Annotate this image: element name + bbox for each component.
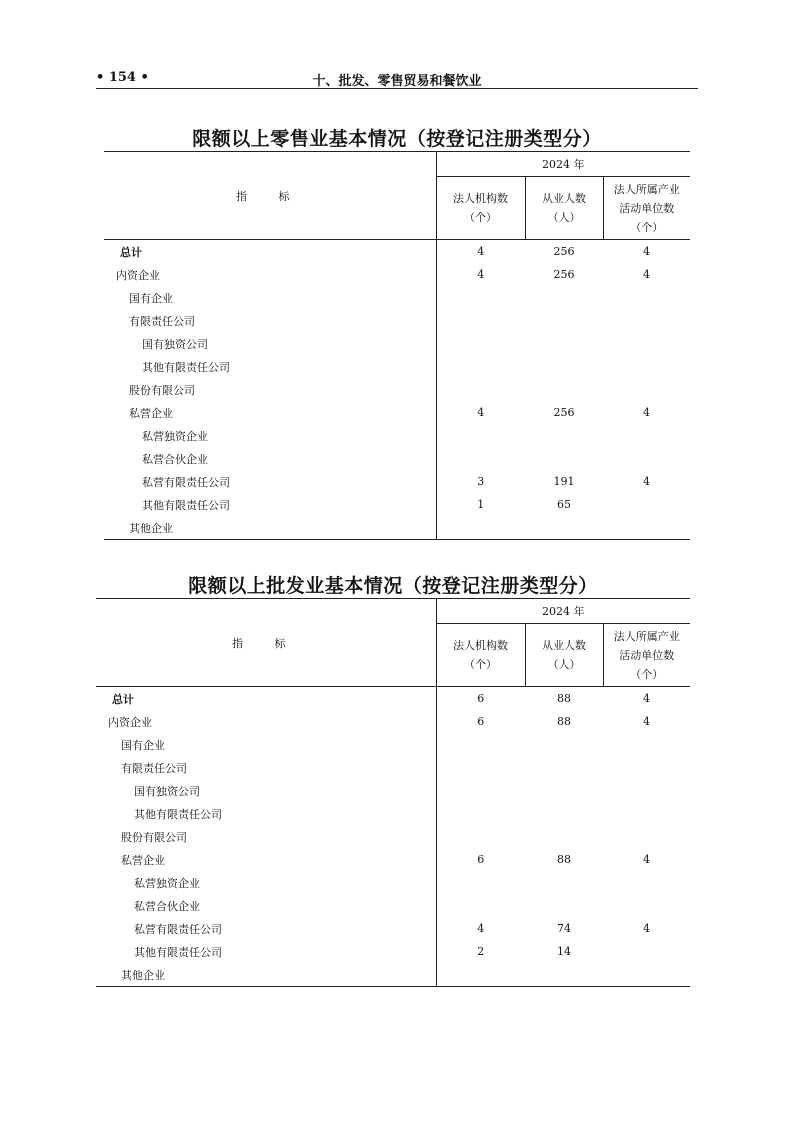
col-header-legal-entities: 法人机构数 （个）	[436, 177, 525, 240]
row-label: 其他企业	[104, 516, 436, 540]
legal-entities-cell	[436, 733, 525, 756]
activity-units-cell	[603, 894, 690, 917]
table-row	[96, 894, 690, 917]
legal-entities-cell	[436, 963, 525, 987]
legal-entities-cell	[436, 378, 525, 401]
legal-entities-cell	[436, 332, 525, 355]
activity-units-cell	[603, 756, 690, 779]
table-row	[104, 424, 690, 447]
col-header-employees: 从业人数 （人）	[525, 624, 603, 687]
activity-units-cell: 4	[643, 406, 650, 419]
table-row	[96, 963, 690, 987]
employees-cell	[525, 802, 603, 825]
activity-units-cell	[603, 355, 690, 378]
row-label: 私营独资企业	[142, 429, 208, 443]
row-label: 总计	[112, 692, 134, 706]
table-row	[96, 848, 690, 871]
employees-cell	[525, 309, 603, 332]
table-row	[104, 516, 690, 540]
row-label: 内资企业	[108, 715, 152, 729]
legal-entities-cell	[436, 894, 525, 917]
employees-cell	[525, 286, 603, 309]
table-body	[104, 240, 690, 540]
legal-entities-cell: 6	[436, 710, 525, 733]
activity-units-cell	[603, 871, 690, 894]
legal-entities-cell	[436, 286, 525, 309]
legal-entities-cell	[436, 355, 525, 378]
employees-cell: 14	[557, 945, 571, 958]
legal-entities-cell: 1	[436, 493, 525, 516]
employees-cell	[525, 756, 603, 779]
table-row	[104, 309, 690, 332]
employees-cell	[525, 779, 603, 802]
table-row	[104, 355, 690, 378]
row-label: 股份有限公司	[129, 383, 195, 397]
table-row	[96, 779, 690, 802]
row-label: 其他有限责任公司	[142, 498, 230, 512]
table-row	[104, 286, 690, 309]
employees-cell: 88	[557, 853, 571, 866]
legal-entities-cell	[436, 779, 525, 802]
employees-cell	[525, 894, 603, 917]
row-label: 私营合伙企业	[142, 452, 208, 466]
activity-units-cell: 4	[643, 245, 650, 258]
activity-units-cell: 4	[643, 715, 650, 728]
year-header: 2024 年	[436, 599, 690, 624]
legal-entities-cell: 3	[436, 470, 525, 493]
employees-cell	[525, 963, 603, 987]
row-label: 其他有限责任公司	[142, 360, 230, 374]
row-label: 国有独资公司	[142, 337, 208, 351]
row-label: 私营独资企业	[134, 876, 200, 890]
activity-units-cell	[603, 516, 690, 540]
employees-cell: 256	[553, 245, 575, 258]
row-label: 私营企业	[129, 406, 173, 420]
row-label: 私营合伙企业	[134, 899, 200, 913]
row-label: 有限责任公司	[129, 314, 195, 328]
table-row	[96, 940, 690, 963]
activity-units-cell: 4	[643, 268, 650, 281]
employees-cell	[525, 332, 603, 355]
retail-table	[104, 151, 690, 540]
activity-units-cell	[603, 779, 690, 802]
employees-cell	[525, 516, 603, 540]
table-row	[104, 401, 690, 424]
page-header	[96, 66, 698, 89]
legal-entities-cell	[436, 516, 525, 540]
employees-cell	[525, 825, 603, 848]
legal-entities-cell	[436, 756, 525, 779]
table-row	[96, 917, 690, 940]
employees-cell: 88	[557, 715, 571, 728]
table-title: 限额以上零售业基本情况（按登记注册类型分）	[192, 128, 602, 150]
employees-cell: 74	[557, 922, 571, 935]
col-header-activity-units: 法人所属产业 活动单位数 （个）	[603, 624, 690, 687]
activity-units-cell: 4	[643, 853, 650, 866]
table-row	[104, 447, 690, 470]
activity-units-cell	[603, 447, 690, 470]
activity-units-cell: 4	[643, 692, 650, 705]
activity-units-cell	[603, 733, 690, 756]
table-row	[104, 332, 690, 355]
legal-entities-cell: 2	[436, 940, 525, 963]
activity-units-cell	[603, 378, 690, 401]
table-row	[104, 240, 690, 264]
table-row	[104, 470, 690, 493]
table-body	[96, 687, 690, 987]
table-title: 限额以上批发业基本情况（按登记注册类型分）	[188, 575, 598, 597]
table-row	[96, 756, 690, 779]
col-header-employees: 从业人数 （人）	[525, 177, 603, 240]
employees-cell: 256	[553, 406, 575, 419]
row-label: 总计	[120, 245, 142, 259]
activity-units-cell	[603, 963, 690, 987]
row-label: 私营有限责任公司	[134, 922, 222, 936]
activity-units-cell	[603, 309, 690, 332]
activity-units-cell	[603, 940, 690, 963]
table-row	[96, 825, 690, 848]
activity-units-cell	[603, 424, 690, 447]
indicator-header: 指 标	[96, 599, 436, 687]
section-title: 十、批发、零售贸易和餐饮业	[312, 74, 482, 89]
activity-units-cell	[603, 825, 690, 848]
employees-cell	[525, 355, 603, 378]
table-row	[96, 733, 690, 756]
row-label: 其他有限责任公司	[134, 807, 222, 821]
row-label: 股份有限公司	[121, 830, 187, 844]
row-label: 国有独资公司	[134, 784, 200, 798]
table-row	[96, 802, 690, 825]
employees-cell: 65	[557, 498, 571, 511]
row-label: 国有企业	[121, 738, 165, 752]
legal-entities-cell	[436, 424, 525, 447]
legal-entities-cell: 4	[436, 401, 525, 424]
legal-entities-cell: 4	[436, 240, 525, 264]
legal-entities-cell: 6	[436, 848, 525, 871]
table-row	[96, 687, 690, 711]
activity-units-cell	[603, 332, 690, 355]
legal-entities-cell	[436, 871, 525, 894]
employees-cell	[525, 447, 603, 470]
table-row	[96, 710, 690, 733]
legal-entities-cell	[436, 825, 525, 848]
employees-cell: 191	[553, 475, 575, 488]
row-label: 国有企业	[129, 291, 173, 305]
row-label: 内资企业	[116, 268, 160, 282]
wholesale-table	[96, 598, 690, 987]
employees-cell	[525, 424, 603, 447]
activity-units-cell	[603, 493, 690, 516]
row-label: 其他企业	[96, 963, 436, 987]
activity-units-cell: 4	[643, 475, 650, 488]
row-label: 私营有限责任公司	[142, 475, 230, 489]
legal-entities-cell: 4	[436, 263, 525, 286]
table-row	[104, 378, 690, 401]
legal-entities-cell: 6	[436, 687, 525, 711]
row-label: 私营企业	[121, 853, 165, 867]
legal-entities-cell	[436, 309, 525, 332]
year-header: 2024 年	[436, 152, 690, 177]
col-header-legal-entities: 法人机构数 （个）	[436, 624, 525, 687]
table-row	[104, 263, 690, 286]
activity-units-cell: 4	[643, 922, 650, 935]
legal-entities-cell	[436, 447, 525, 470]
employees-cell: 88	[557, 692, 571, 705]
row-label: 有限责任公司	[121, 761, 187, 775]
activity-units-cell	[603, 286, 690, 309]
indicator-header: 指 标	[104, 152, 436, 240]
col-header-activity-units: 法人所属产业 活动单位数 （个）	[603, 177, 690, 240]
employees-cell	[525, 733, 603, 756]
employees-cell: 256	[553, 268, 575, 281]
employees-cell	[525, 871, 603, 894]
legal-entities-cell: 4	[436, 917, 525, 940]
employees-cell	[525, 378, 603, 401]
table-row	[104, 493, 690, 516]
page-number: • 154 •	[96, 70, 149, 85]
legal-entities-cell	[436, 802, 525, 825]
row-label: 其他有限责任公司	[134, 945, 222, 959]
activity-units-cell	[603, 802, 690, 825]
table-row	[96, 871, 690, 894]
